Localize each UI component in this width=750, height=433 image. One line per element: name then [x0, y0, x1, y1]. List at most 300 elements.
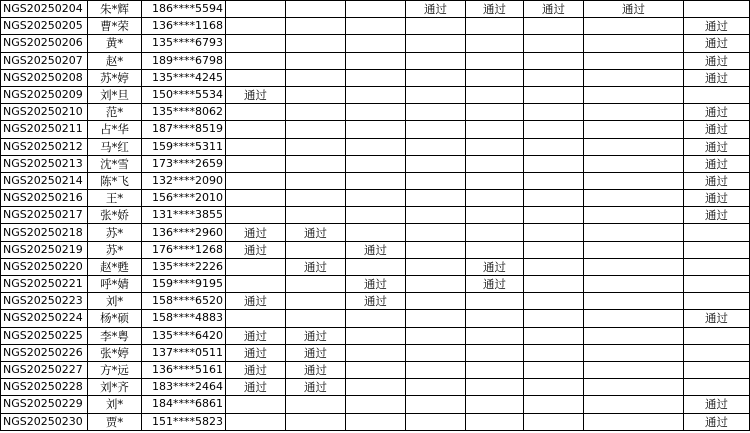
status-cell — [406, 413, 466, 430]
status-cell — [466, 104, 524, 121]
status-cell — [524, 310, 584, 327]
table-row — [1, 241, 750, 258]
status-cell — [584, 190, 684, 207]
status-cell — [524, 361, 584, 378]
status-cell — [524, 379, 584, 396]
status-cell — [466, 207, 524, 224]
status-cell — [286, 310, 346, 327]
status-cell — [286, 396, 346, 413]
status-cell: 通过 — [286, 258, 346, 275]
status-cell — [286, 276, 346, 293]
status-cell — [286, 413, 346, 430]
status-cell — [584, 138, 684, 155]
phone-cell: 173****2659 — [142, 155, 226, 172]
status-cell — [226, 138, 286, 155]
status-cell — [286, 190, 346, 207]
table-row — [1, 86, 750, 103]
id-cell: NGS20250211 — [1, 121, 88, 138]
status-cell — [466, 293, 524, 310]
phone-cell: 159****9195 — [142, 276, 226, 293]
id-cell: NGS20250221 — [1, 276, 88, 293]
name-cell: 陈*飞 — [88, 172, 142, 189]
status-cell: 通过 — [286, 327, 346, 344]
status-cell — [226, 155, 286, 172]
name-cell: 苏*婷 — [88, 69, 142, 86]
name-cell: 刘*旦 — [88, 86, 142, 103]
status-cell: 通过 — [684, 69, 750, 86]
status-cell — [286, 155, 346, 172]
status-cell: 通过 — [684, 52, 750, 69]
status-cell — [524, 224, 584, 241]
status-cell — [584, 207, 684, 224]
status-cell — [584, 258, 684, 275]
status-cell: 通过 — [286, 361, 346, 378]
status-cell — [346, 258, 406, 275]
status-cell — [346, 207, 406, 224]
name-cell: 范* — [88, 104, 142, 121]
status-cell: 通过 — [226, 293, 286, 310]
table-row — [1, 35, 750, 52]
status-cell — [584, 241, 684, 258]
status-cell — [466, 138, 524, 155]
phone-cell: 151****5823 — [142, 413, 226, 430]
status-cell — [466, 190, 524, 207]
status-cell — [584, 310, 684, 327]
status-cell — [684, 379, 750, 396]
name-cell: 赵*甦 — [88, 258, 142, 275]
status-cell — [226, 52, 286, 69]
status-cell — [286, 35, 346, 52]
status-cell: 通过 — [684, 396, 750, 413]
status-cell — [286, 138, 346, 155]
table-row — [1, 344, 750, 361]
phone-cell: 187****8519 — [142, 121, 226, 138]
status-cell: 通过 — [226, 224, 286, 241]
id-cell: NGS20250217 — [1, 207, 88, 224]
id-cell: NGS20250209 — [1, 86, 88, 103]
status-cell — [346, 69, 406, 86]
name-cell: 呼*婧 — [88, 276, 142, 293]
status-cell — [584, 344, 684, 361]
name-cell: 刘* — [88, 293, 142, 310]
id-cell: NGS20250213 — [1, 155, 88, 172]
status-cell — [286, 172, 346, 189]
status-cell — [406, 172, 466, 189]
status-cell — [286, 207, 346, 224]
status-cell — [584, 121, 684, 138]
status-cell — [524, 241, 584, 258]
phone-cell: 136****2960 — [142, 224, 226, 241]
status-cell — [346, 172, 406, 189]
status-cell — [466, 121, 524, 138]
status-cell — [584, 104, 684, 121]
status-cell — [406, 241, 466, 258]
status-cell — [524, 155, 584, 172]
status-cell: 通过 — [466, 1, 524, 18]
phone-cell: 158****4883 — [142, 310, 226, 327]
status-cell — [346, 138, 406, 155]
phone-cell: 135****2226 — [142, 258, 226, 275]
status-cell — [466, 310, 524, 327]
status-cell — [466, 396, 524, 413]
name-cell: 贾* — [88, 413, 142, 430]
status-cell — [406, 276, 466, 293]
status-cell — [466, 327, 524, 344]
status-cell — [346, 121, 406, 138]
id-cell: NGS20250204 — [1, 1, 88, 18]
name-cell: 苏* — [88, 224, 142, 241]
status-cell — [406, 18, 466, 35]
status-cell — [286, 293, 346, 310]
name-cell: 占*华 — [88, 121, 142, 138]
status-cell — [466, 18, 524, 35]
name-cell: 刘* — [88, 396, 142, 413]
phone-cell: 135****4245 — [142, 69, 226, 86]
status-cell — [524, 413, 584, 430]
name-cell: 马*红 — [88, 138, 142, 155]
status-cell — [466, 86, 524, 103]
status-cell — [406, 69, 466, 86]
status-cell — [226, 396, 286, 413]
id-cell: NGS20250219 — [1, 241, 88, 258]
status-cell — [584, 293, 684, 310]
status-cell — [524, 344, 584, 361]
id-cell: NGS20250205 — [1, 18, 88, 35]
status-cell — [346, 396, 406, 413]
status-cell — [286, 121, 346, 138]
name-cell: 张*婷 — [88, 344, 142, 361]
status-cell — [584, 69, 684, 86]
status-cell: 通过 — [286, 224, 346, 241]
phone-cell: 176****1268 — [142, 241, 226, 258]
table-row — [1, 361, 750, 378]
table-row — [1, 413, 750, 430]
status-cell: 通过 — [226, 361, 286, 378]
status-cell — [466, 224, 524, 241]
table-row — [1, 52, 750, 69]
phone-cell: 136****1168 — [142, 18, 226, 35]
status-cell: 通过 — [226, 379, 286, 396]
status-cell: 通过 — [346, 293, 406, 310]
status-cell — [524, 258, 584, 275]
status-cell — [226, 310, 286, 327]
status-cell — [584, 18, 684, 35]
phone-cell: 158****6520 — [142, 293, 226, 310]
phone-cell: 132****2090 — [142, 172, 226, 189]
status-cell — [684, 258, 750, 275]
status-cell — [406, 86, 466, 103]
status-cell — [406, 327, 466, 344]
id-cell: NGS20250210 — [1, 104, 88, 121]
table-row — [1, 276, 750, 293]
status-cell — [226, 172, 286, 189]
status-cell — [584, 276, 684, 293]
status-cell — [466, 35, 524, 52]
status-cell — [406, 224, 466, 241]
status-cell — [584, 413, 684, 430]
status-cell — [524, 86, 584, 103]
status-cell — [406, 155, 466, 172]
status-cell — [466, 52, 524, 69]
status-cell — [346, 224, 406, 241]
status-cell — [226, 104, 286, 121]
status-cell — [226, 413, 286, 430]
status-cell — [524, 327, 584, 344]
status-cell — [406, 35, 466, 52]
name-cell: 张*娇 — [88, 207, 142, 224]
phone-cell: 184****6861 — [142, 396, 226, 413]
status-cell — [466, 172, 524, 189]
id-cell: NGS20250228 — [1, 379, 88, 396]
status-cell: 通过 — [684, 207, 750, 224]
status-cell: 通过 — [466, 276, 524, 293]
name-cell: 王* — [88, 190, 142, 207]
id-cell: NGS20250218 — [1, 224, 88, 241]
phone-cell: 159****5311 — [142, 138, 226, 155]
status-cell — [406, 104, 466, 121]
status-cell — [524, 190, 584, 207]
status-cell — [524, 396, 584, 413]
status-cell: 通过 — [286, 344, 346, 361]
name-cell: 赵* — [88, 52, 142, 69]
status-cell — [346, 379, 406, 396]
id-cell: NGS20250224 — [1, 310, 88, 327]
id-cell: NGS20250227 — [1, 361, 88, 378]
status-cell — [524, 293, 584, 310]
id-cell: NGS20250206 — [1, 35, 88, 52]
status-cell: 通过 — [524, 1, 584, 18]
status-cell — [406, 138, 466, 155]
name-cell: 刘*齐 — [88, 379, 142, 396]
status-cell — [346, 18, 406, 35]
status-cell: 通过 — [346, 241, 406, 258]
status-cell — [684, 224, 750, 241]
status-cell — [286, 1, 346, 18]
status-cell: 通过 — [684, 18, 750, 35]
status-cell — [584, 52, 684, 69]
status-cell — [466, 361, 524, 378]
status-cell — [524, 35, 584, 52]
status-cell — [684, 361, 750, 378]
table-row — [1, 207, 750, 224]
status-cell — [584, 155, 684, 172]
status-cell — [584, 361, 684, 378]
status-cell — [524, 172, 584, 189]
status-cell — [584, 327, 684, 344]
status-cell: 通过 — [684, 172, 750, 189]
status-cell — [346, 155, 406, 172]
id-cell: NGS20250229 — [1, 396, 88, 413]
status-cell: 通过 — [466, 258, 524, 275]
phone-cell: 135****6793 — [142, 35, 226, 52]
table-body — [1, 1, 750, 431]
phone-cell: 183****2464 — [142, 379, 226, 396]
status-cell — [286, 18, 346, 35]
status-cell — [524, 121, 584, 138]
status-cell — [406, 310, 466, 327]
status-cell — [466, 241, 524, 258]
status-cell — [346, 310, 406, 327]
status-cell — [346, 35, 406, 52]
id-cell: NGS20250214 — [1, 172, 88, 189]
status-cell — [584, 35, 684, 52]
table-row — [1, 172, 750, 189]
id-cell: NGS20250216 — [1, 190, 88, 207]
status-cell — [466, 344, 524, 361]
status-cell: 通过 — [684, 310, 750, 327]
status-cell: 通过 — [684, 138, 750, 155]
status-cell — [346, 327, 406, 344]
status-cell — [584, 379, 684, 396]
status-cell — [466, 413, 524, 430]
status-cell — [346, 52, 406, 69]
status-cell: 通过 — [226, 327, 286, 344]
status-cell — [346, 86, 406, 103]
status-cell — [406, 396, 466, 413]
phone-cell: 137****0511 — [142, 344, 226, 361]
name-cell: 杨*硕 — [88, 310, 142, 327]
name-cell: 朱*辉 — [88, 1, 142, 18]
status-cell: 通过 — [684, 35, 750, 52]
status-cell — [226, 190, 286, 207]
table-row — [1, 379, 750, 396]
status-cell — [684, 344, 750, 361]
status-cell — [406, 207, 466, 224]
status-cell: 通过 — [684, 104, 750, 121]
status-cell — [584, 86, 684, 103]
status-cell — [584, 396, 684, 413]
status-cell — [226, 121, 286, 138]
status-cell — [346, 344, 406, 361]
status-cell — [406, 361, 466, 378]
status-cell — [524, 52, 584, 69]
status-cell: 通过 — [584, 1, 684, 18]
phone-cell: 189****6798 — [142, 52, 226, 69]
status-cell — [286, 69, 346, 86]
name-cell: 沈*雪 — [88, 155, 142, 172]
table-row — [1, 18, 750, 35]
status-cell — [524, 276, 584, 293]
table-row — [1, 293, 750, 310]
status-cell — [524, 207, 584, 224]
status-cell — [466, 155, 524, 172]
status-cell — [684, 327, 750, 344]
status-cell — [466, 379, 524, 396]
status-cell — [584, 224, 684, 241]
status-cell — [406, 344, 466, 361]
status-cell — [406, 52, 466, 69]
status-cell — [684, 86, 750, 103]
name-cell: 李*粤 — [88, 327, 142, 344]
id-cell: NGS20250208 — [1, 69, 88, 86]
table-row — [1, 104, 750, 121]
status-cell — [406, 379, 466, 396]
status-cell — [226, 258, 286, 275]
table-row — [1, 155, 750, 172]
status-cell — [406, 293, 466, 310]
table-row — [1, 310, 750, 327]
name-cell: 方*远 — [88, 361, 142, 378]
id-cell: NGS20250207 — [1, 52, 88, 69]
name-cell: 苏* — [88, 241, 142, 258]
id-cell: NGS20250225 — [1, 327, 88, 344]
table-row — [1, 190, 750, 207]
status-cell — [346, 104, 406, 121]
status-cell — [226, 69, 286, 86]
id-cell: NGS20250226 — [1, 344, 88, 361]
status-cell — [524, 18, 584, 35]
status-cell: 通过 — [226, 86, 286, 103]
status-cell — [226, 207, 286, 224]
name-cell: 黄* — [88, 35, 142, 52]
id-cell: NGS20250220 — [1, 258, 88, 275]
phone-cell: 135****6420 — [142, 327, 226, 344]
id-cell: NGS20250223 — [1, 293, 88, 310]
status-cell — [286, 104, 346, 121]
phone-cell: 131****3855 — [142, 207, 226, 224]
phone-cell: 186****5594 — [142, 1, 226, 18]
id-cell: NGS20250230 — [1, 413, 88, 430]
table-row — [1, 138, 750, 155]
status-cell — [346, 413, 406, 430]
table-row — [1, 224, 750, 241]
table-row — [1, 327, 750, 344]
status-cell: 通过 — [226, 344, 286, 361]
status-cell: 通过 — [346, 276, 406, 293]
status-cell — [524, 138, 584, 155]
phone-cell: 135****8062 — [142, 104, 226, 121]
phone-cell: 156****2010 — [142, 190, 226, 207]
status-cell — [286, 52, 346, 69]
status-cell — [524, 104, 584, 121]
status-cell — [466, 69, 524, 86]
status-cell — [286, 86, 346, 103]
table-row — [1, 396, 750, 413]
status-cell — [226, 1, 286, 18]
status-cell — [684, 276, 750, 293]
status-cell — [346, 190, 406, 207]
status-cell: 通过 — [226, 241, 286, 258]
status-cell: 通过 — [684, 413, 750, 430]
status-cell — [226, 35, 286, 52]
status-cell — [286, 241, 346, 258]
status-cell — [684, 241, 750, 258]
status-cell — [226, 18, 286, 35]
status-cell — [346, 361, 406, 378]
status-cell — [226, 276, 286, 293]
id-cell: NGS20250212 — [1, 138, 88, 155]
table-row — [1, 258, 750, 275]
status-cell: 通过 — [406, 1, 466, 18]
table-row — [1, 121, 750, 138]
status-cell — [684, 1, 750, 18]
phone-cell: 150****5534 — [142, 86, 226, 103]
status-cell — [406, 121, 466, 138]
status-cell: 通过 — [684, 121, 750, 138]
name-cell: 曹*荣 — [88, 18, 142, 35]
status-cell — [584, 172, 684, 189]
status-cell: 通过 — [684, 155, 750, 172]
status-cell — [524, 69, 584, 86]
table-row — [1, 1, 750, 18]
status-cell — [346, 1, 406, 18]
table-row — [1, 69, 750, 86]
status-cell — [406, 190, 466, 207]
status-cell: 通过 — [684, 190, 750, 207]
status-cell — [406, 258, 466, 275]
phone-cell: 136****5161 — [142, 361, 226, 378]
status-cell — [684, 293, 750, 310]
